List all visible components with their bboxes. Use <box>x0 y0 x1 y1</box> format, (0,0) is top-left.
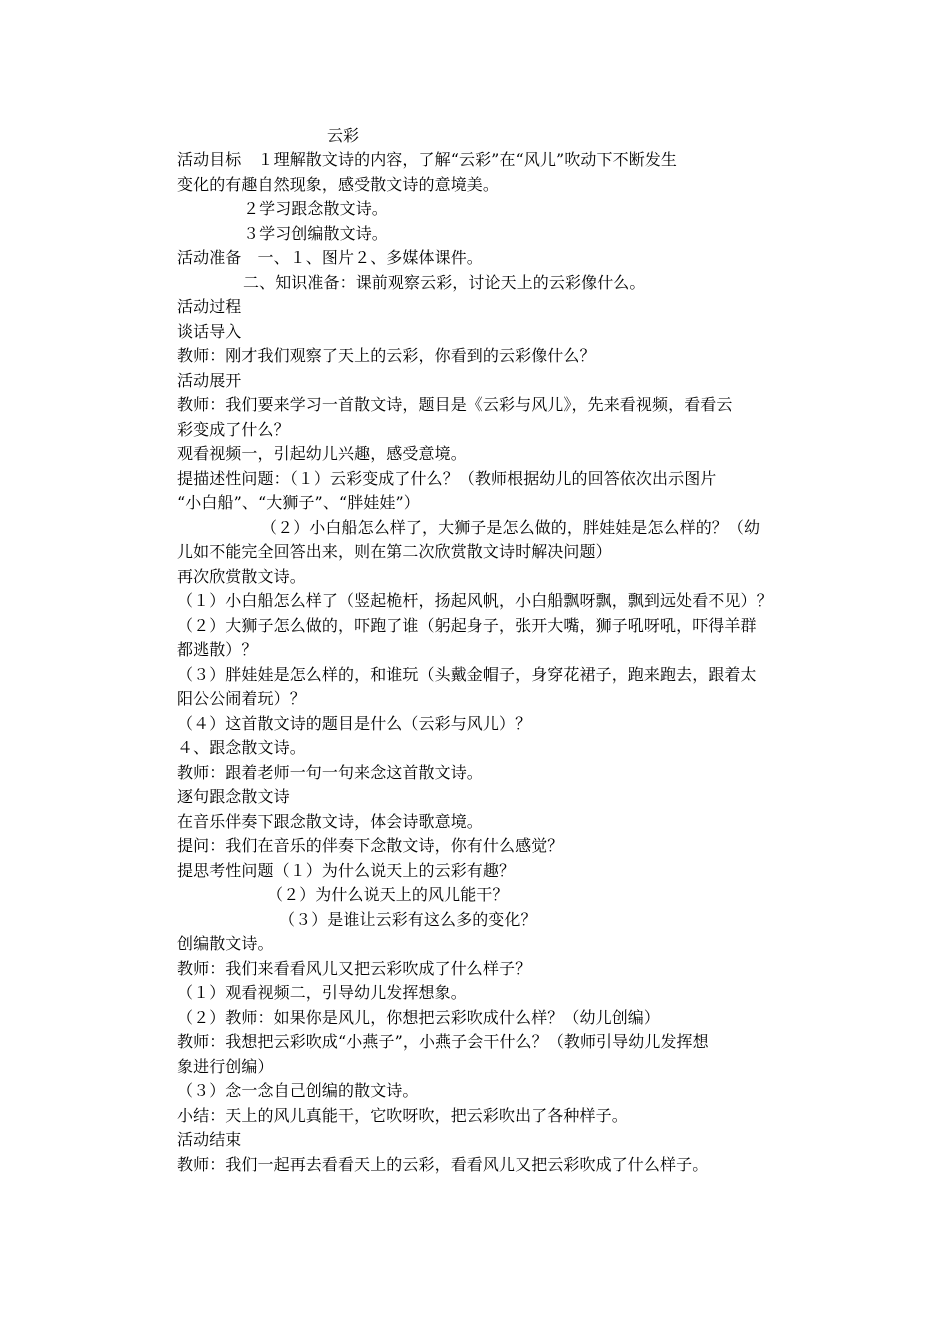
text-line: （１）观看视频二，引导幼儿发挥想象。 <box>177 983 467 1002</box>
text-line: （３）是谁让云彩有这么多的变化？ <box>279 909 537 929</box>
text-line: 二、知识准备：课前观察云彩，讨论天上的云彩像什么。 <box>243 272 646 292</box>
section-heading: 活动过程 <box>177 297 242 316</box>
text-line: ４、跟念散文诗。 <box>177 738 306 757</box>
text-line: 在音乐伴奏下跟念散文诗，体会诗歌意境。 <box>177 811 483 831</box>
text-line: 象进行创编） <box>177 1056 274 1076</box>
text-line: 儿如不能完全回答出来，则在第二次欣赏散文诗时解决问题） <box>177 542 612 561</box>
section-heading: 活动展开 <box>177 370 242 390</box>
text-line: （２）小白船怎么样了，大狮子是怎么做的，胖娃娃是怎么样的？（幼 <box>261 517 761 537</box>
section-heading: 谈话导入 <box>177 321 242 341</box>
section-heading: 逐句跟念散文诗 <box>177 787 290 806</box>
text-line: （４）这首散文诗的题目是什么（云彩与风儿）？ <box>177 713 532 733</box>
text-line: 活动目标 １理解散文诗的内容，了解“云彩”在“风儿”吹动下不断发生 <box>177 150 678 169</box>
text-line: 教师：跟着老师一句一句来念这首散文诗。 <box>177 762 483 782</box>
text-line: 活动准备 一、１、图片２、多媒体课件。 <box>177 248 483 267</box>
section-heading: 活动结束 <box>177 1130 242 1149</box>
text-line: 提思考性问题（１）为什么说天上的云彩有趣？ <box>177 860 516 880</box>
text-line: （１）小白船怎么样了（竖起桅杆，扬起风帆，小白船飘呀飘，飘到远处看不见）？ <box>177 591 773 610</box>
text-line: 教师：我们一起再去看看天上的云彩，看看风儿又把云彩吹成了什么样子。 <box>177 1154 709 1174</box>
text-line: 阳公公闹着玩）？ <box>177 689 306 708</box>
text-line: ３学习创编散文诗。 <box>243 223 388 243</box>
text-line: 教师：我们来看看风儿又把云彩吹成了什么样子？ <box>177 958 532 978</box>
text-line: （３）念一念自己创编的散文诗。 <box>177 1081 419 1100</box>
text-line: 教师：刚才我们观察了天上的云彩，你看到的云彩像什么？ <box>177 346 596 365</box>
text-line: 提描述性问题：（１）云彩变成了什么？（教师根据幼儿的回答依次出示图片 <box>177 468 717 488</box>
text-line: 彩变成了什么？ <box>177 419 290 439</box>
text-line: 观看视频一，引起幼儿兴趣，感受意境。 <box>177 444 467 463</box>
section-heading: 创编散文诗。 <box>177 934 274 953</box>
document-body <box>177 148 817 1177</box>
text-line: （２）教师：如果你是风儿，你想把云彩吹成什么样？（幼儿创编） <box>177 1007 661 1027</box>
text-line: （２）为什么说天上的风儿能干？ <box>267 885 509 904</box>
text-line: 教师：我们要来学习一首散文诗，题目是《云彩与风儿》，先来看视频，看看云 <box>177 395 733 414</box>
text-line: （２）大狮子怎么做的，吓跑了谁（躬起身子，张开大嘴，狮子吼呀吼，吓得羊群 <box>177 615 757 635</box>
text-line: 教师：我想把云彩吹成“小燕子”，小燕子会干什么？（教师引导幼儿发挥想 <box>177 1032 709 1051</box>
text-line: 都逃散）？ <box>177 640 258 659</box>
text-line: 提问：我们在音乐的伴奏下念散文诗，你有什么感觉？ <box>177 836 564 855</box>
text-line: 变化的有趣自然现象，感受散文诗的意境美。 <box>177 174 500 194</box>
text-line: 再次欣赏散文诗。 <box>177 566 306 586</box>
text-line: （３）胖娃娃是怎么样的，和谁玩（头戴金帽子，身穿花裙子，跑来跑去，跟着太 <box>177 664 757 684</box>
text-line: “小白船”、“大狮子”、“胖娃娃”） <box>177 493 420 512</box>
text-line: 小结：天上的风儿真能干，它吹呀吹，把云彩吹出了各种样子。 <box>177 1105 628 1125</box>
text-line: ２学习跟念散文诗。 <box>243 199 388 218</box>
document-title: 云彩 <box>327 126 360 145</box>
